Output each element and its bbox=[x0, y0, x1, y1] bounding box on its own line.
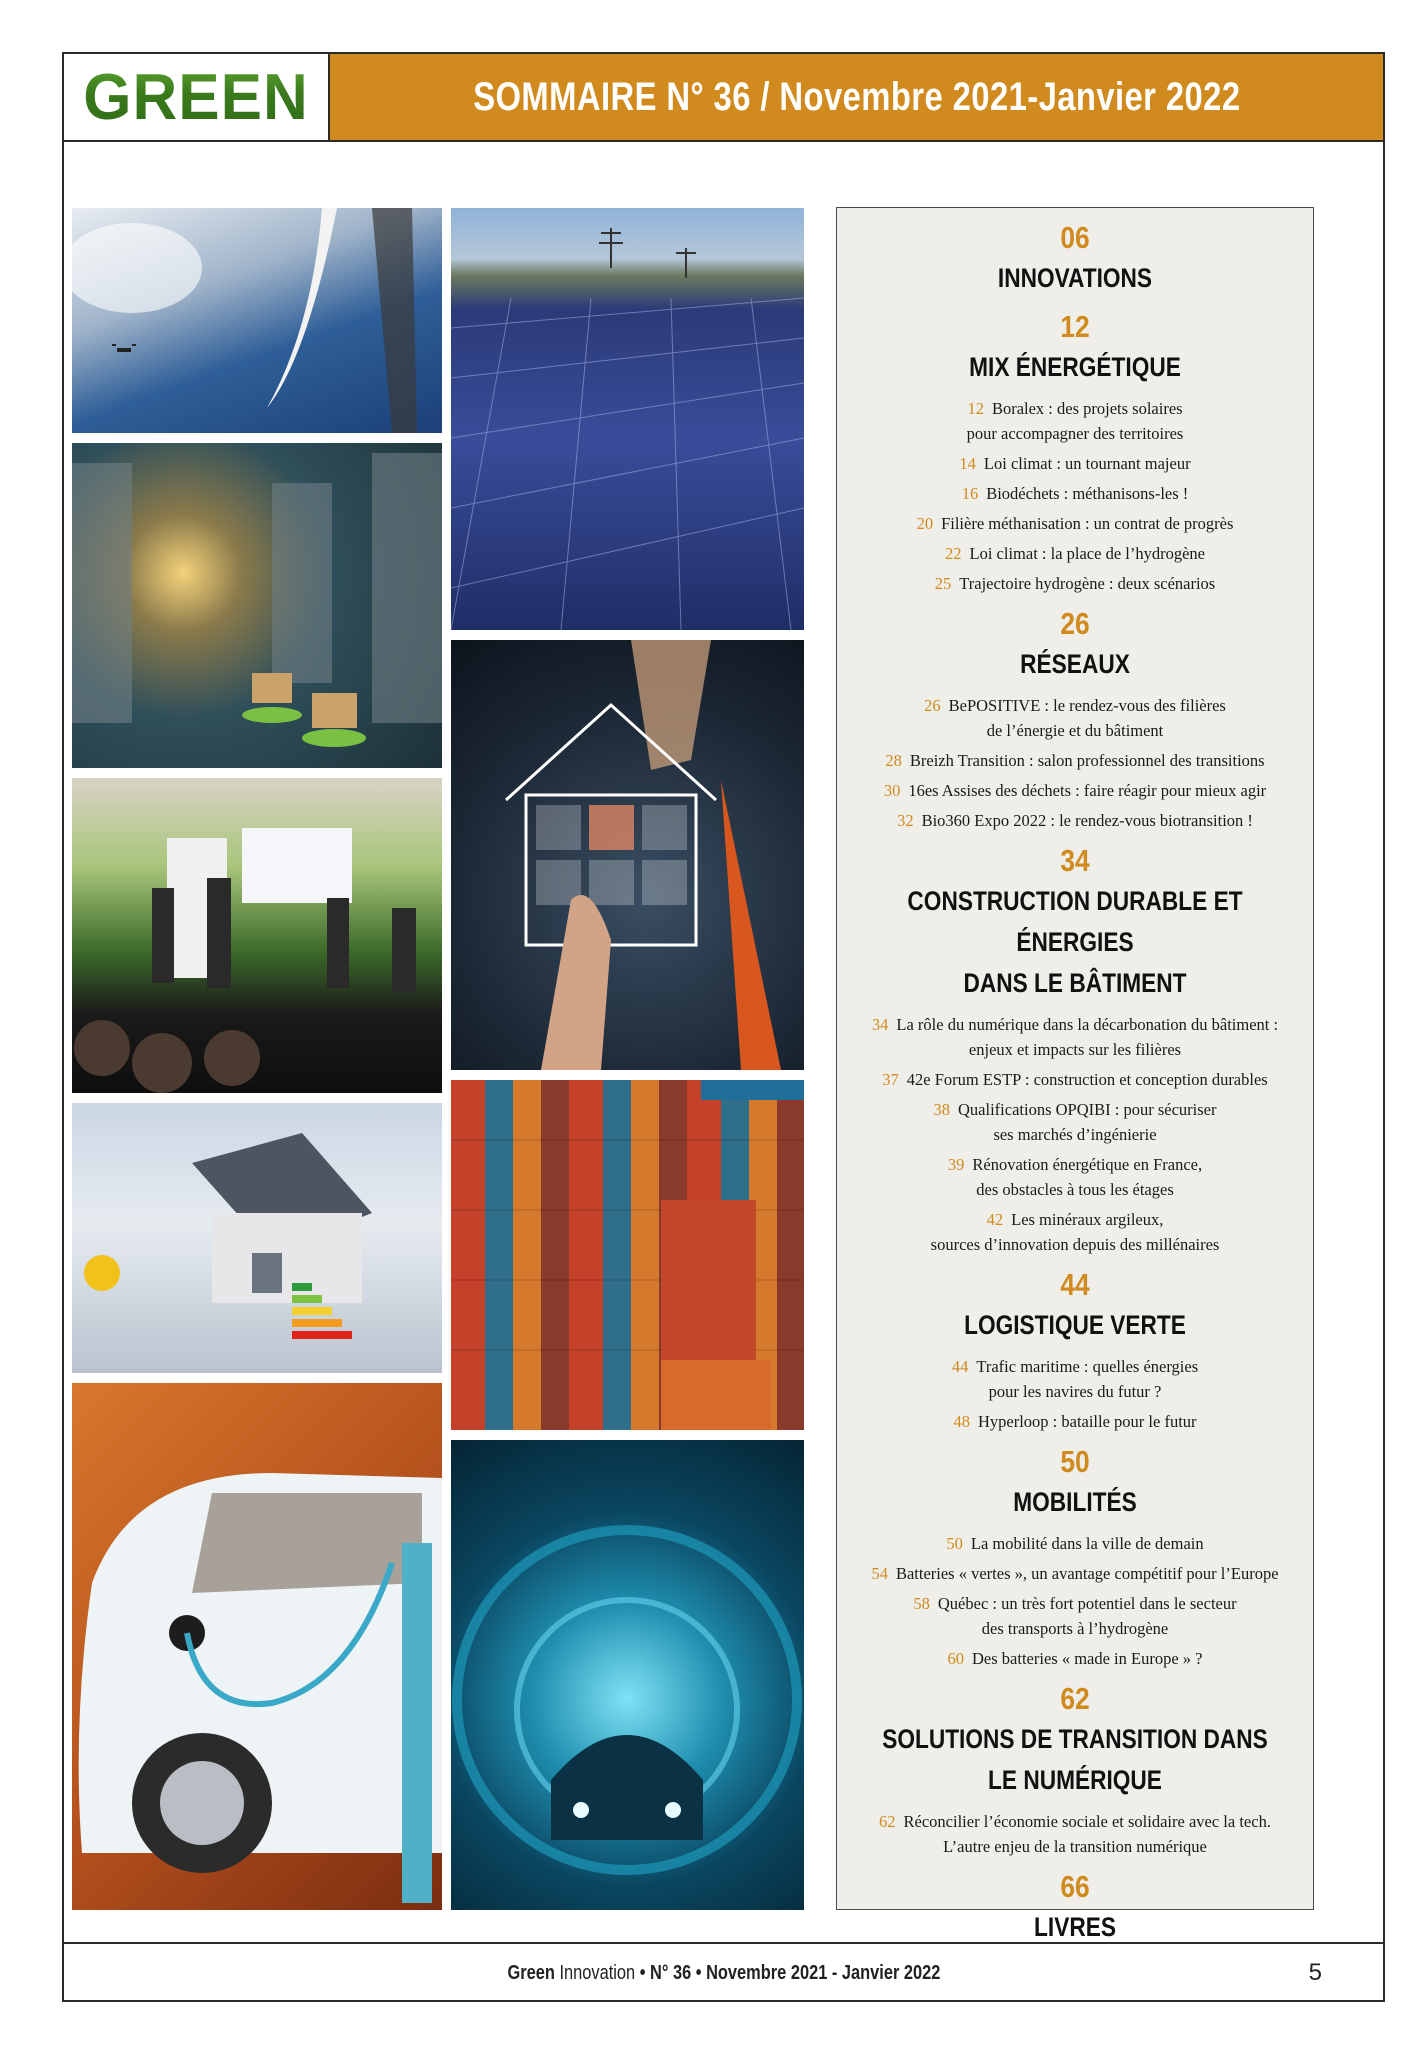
article-page-number: 58 bbox=[913, 1594, 930, 1613]
section-page-number: 66 bbox=[1060, 1869, 1090, 1904]
article-line bbox=[837, 1177, 1313, 1202]
toc-section bbox=[837, 1867, 1313, 1948]
article-page-number: 22 bbox=[945, 544, 962, 563]
article-entry[interactable] bbox=[837, 481, 1313, 506]
section-page-number: 34 bbox=[1060, 843, 1090, 878]
article-entry[interactable] bbox=[837, 1354, 1313, 1404]
header bbox=[62, 52, 1385, 142]
article-entry[interactable] bbox=[837, 541, 1313, 566]
section-page-number: 44 bbox=[1060, 1267, 1090, 1302]
article-title: pour accompagner des territoires bbox=[966, 424, 1184, 443]
article-entry[interactable] bbox=[837, 778, 1313, 803]
article-line bbox=[837, 571, 1313, 596]
article-line bbox=[837, 541, 1313, 566]
article-title: des transports à l’hydrogène bbox=[981, 1619, 1169, 1638]
article-entry[interactable] bbox=[837, 1207, 1313, 1257]
article-title: Filière méthanisation : un contrat de progrès bbox=[941, 514, 1234, 533]
article-title: Bio360 Expo 2022 : le rendez-vous biotransition ! bbox=[921, 811, 1253, 830]
conference-photo bbox=[72, 778, 442, 1093]
article-entry[interactable] bbox=[837, 1067, 1313, 1092]
section-title: LE NUMÉRIQUE bbox=[988, 1765, 1162, 1795]
article-page-number: 42 bbox=[986, 1210, 1004, 1229]
footer-brand: Green bbox=[507, 1961, 555, 1984]
table-of-contents bbox=[836, 207, 1314, 1942]
article-page-number: 50 bbox=[946, 1534, 963, 1553]
article-title: Boralex : des projets solaires bbox=[991, 399, 1183, 418]
article-line bbox=[837, 1616, 1313, 1641]
article-title: Batteries « vertes », un avantage compétitif pour l’Europe bbox=[895, 1564, 1279, 1583]
article-page-number: 30 bbox=[883, 781, 901, 800]
article-line bbox=[837, 1067, 1313, 1092]
article-title: ses marchés d’ingénierie bbox=[993, 1125, 1157, 1144]
section-title: CONSTRUCTION DURABLE ET ÉNERGIES bbox=[907, 886, 1243, 957]
toc-section bbox=[837, 1442, 1313, 1671]
section-page-number: 12 bbox=[1060, 309, 1090, 344]
smart-home-photo bbox=[451, 640, 804, 1070]
article-line bbox=[837, 1379, 1313, 1404]
article-title: La rôle du numérique dans la décarbonation du bâtiment : bbox=[896, 1015, 1279, 1034]
article-title: Loi climat : un tournant majeur bbox=[983, 454, 1191, 473]
article-line bbox=[837, 1232, 1313, 1257]
article-page-number: 44 bbox=[951, 1357, 969, 1376]
section-title: RÉSEAUX bbox=[1020, 649, 1130, 679]
article-page-number: 32 bbox=[897, 811, 914, 830]
article-title: Réconcilier l’économie sociale et solidaire avec la tech. bbox=[903, 1812, 1271, 1831]
article-title: Trafic maritime : quelles énergies bbox=[976, 1357, 1199, 1376]
page-number: 5 bbox=[1308, 1959, 1322, 1986]
section-title: DANS LE BÂTIMENT bbox=[963, 968, 1187, 998]
article-page-number: 38 bbox=[933, 1100, 951, 1119]
article-title: 16es Assises des déchets : faire réagir pour mieux agir bbox=[908, 781, 1267, 800]
article-entry[interactable] bbox=[837, 808, 1313, 833]
article-list bbox=[837, 1531, 1313, 1671]
hyperloop-photo bbox=[451, 1440, 804, 1910]
article-page-number: 16 bbox=[961, 484, 979, 503]
article-line bbox=[837, 1409, 1313, 1434]
toc-section bbox=[837, 1265, 1313, 1434]
page-title: SOMMAIRE N° 36 / Novembre 2021-Janvier 2022 bbox=[472, 74, 1241, 119]
article-line bbox=[837, 1152, 1313, 1177]
warehouse-robots-photo bbox=[72, 443, 442, 768]
article-line bbox=[837, 1097, 1313, 1122]
article-page-number: 26 bbox=[924, 696, 941, 715]
article-page-number: 20 bbox=[916, 514, 934, 533]
article-entry[interactable] bbox=[837, 1531, 1313, 1556]
house-construction-illustration bbox=[72, 1103, 442, 1373]
article-page-number: 25 bbox=[934, 574, 952, 593]
drone-sky-illustration bbox=[72, 208, 442, 433]
article-page-number: 60 bbox=[947, 1649, 965, 1668]
article-entry[interactable] bbox=[837, 511, 1313, 536]
article-line bbox=[837, 1646, 1313, 1671]
article-page-number: 37 bbox=[882, 1070, 899, 1089]
article-line bbox=[837, 481, 1313, 506]
article-title: de l’énergie et du bâtiment bbox=[986, 721, 1164, 740]
article-line bbox=[837, 1037, 1313, 1062]
section-page-number: 50 bbox=[1060, 1444, 1090, 1479]
article-line bbox=[837, 396, 1313, 421]
article-page-number: 28 bbox=[885, 751, 902, 770]
section-title: MIX ÉNERGÉTIQUE bbox=[969, 352, 1181, 382]
section-title: INNOVATIONS bbox=[997, 263, 1153, 293]
article-page-number: 14 bbox=[959, 454, 976, 473]
article-page-number: 48 bbox=[953, 1412, 970, 1431]
section-page-number: 62 bbox=[1060, 1681, 1090, 1716]
article-title: BePOSITIVE : le rendez-vous des filières bbox=[948, 696, 1226, 715]
article-entry[interactable] bbox=[837, 1097, 1313, 1147]
article-entry[interactable] bbox=[837, 1152, 1313, 1202]
article-line bbox=[837, 1531, 1313, 1556]
article-title: Rénovation énergétique en France, bbox=[972, 1155, 1203, 1174]
electric-car-illustration bbox=[72, 1383, 442, 1910]
article-entry[interactable] bbox=[837, 451, 1313, 476]
containers-illustration bbox=[451, 1080, 804, 1430]
article-line bbox=[837, 1012, 1313, 1037]
toc-section bbox=[837, 307, 1313, 596]
toc-section bbox=[837, 218, 1313, 299]
article-page-number: 12 bbox=[967, 399, 984, 418]
section-title: SOLUTIONS DE TRANSITION DANS bbox=[882, 1724, 1268, 1754]
toc-section bbox=[837, 841, 1313, 1257]
article-title: enjeux et impacts sur les filières bbox=[968, 1040, 1182, 1059]
footer-text bbox=[507, 1962, 940, 1985]
footer-issue: • N° 36 • Novembre 2021 - Janvier 2022 bbox=[639, 1961, 940, 1984]
article-line bbox=[837, 808, 1313, 833]
article-list bbox=[837, 1354, 1313, 1434]
article-title: pour les navires du futur ? bbox=[988, 1382, 1162, 1401]
green-logo: GREEN bbox=[83, 60, 309, 134]
smart-home-illustration bbox=[451, 640, 804, 1070]
article-title: L’autre enjeu de la transition numérique bbox=[943, 1837, 1207, 1856]
article-entry[interactable] bbox=[837, 571, 1313, 596]
article-title: Qualifications OPQIBI : pour sécuriser bbox=[958, 1100, 1217, 1119]
logo-box bbox=[64, 54, 330, 140]
section-page-number: 06 bbox=[1060, 220, 1090, 255]
article-list bbox=[837, 693, 1313, 833]
hyperloop-illustration bbox=[451, 1440, 804, 1910]
drone-sky-photo bbox=[72, 208, 442, 433]
article-entry[interactable] bbox=[837, 1561, 1313, 1586]
article-title: 42e Forum ESTP : construction et conception durables bbox=[906, 1070, 1268, 1089]
toc-section bbox=[837, 604, 1313, 833]
article-entry[interactable] bbox=[837, 1012, 1313, 1062]
article-page-number: 54 bbox=[871, 1564, 888, 1583]
article-title: sources d’innovation depuis des millénaires bbox=[930, 1235, 1220, 1254]
article-title: Des batteries « made in Europe » ? bbox=[972, 1649, 1203, 1668]
article-line bbox=[837, 1809, 1313, 1834]
shipping-containers-photo bbox=[451, 1080, 804, 1430]
article-title: Loi climat : la place de l’hydrogène bbox=[969, 544, 1205, 563]
article-line bbox=[837, 1354, 1313, 1379]
article-page-number: 39 bbox=[947, 1155, 965, 1174]
solar-panels-photo bbox=[451, 208, 804, 630]
solar-panels-illustration bbox=[451, 208, 804, 630]
section-title: LIVRES bbox=[1034, 1912, 1116, 1942]
article-entry[interactable] bbox=[837, 748, 1313, 773]
section-page-number: 26 bbox=[1060, 606, 1090, 641]
article-list bbox=[837, 1012, 1313, 1257]
section-title: LOGISTIQUE VERTE bbox=[964, 1310, 1186, 1340]
article-list bbox=[837, 1809, 1313, 1859]
article-title: La mobilité dans la ville de demain bbox=[970, 1534, 1204, 1553]
article-title: Trajectoire hydrogène : deux scénarios bbox=[959, 574, 1216, 593]
article-line bbox=[837, 421, 1313, 446]
footer bbox=[62, 1952, 1385, 1994]
article-title: Hyperloop : bataille pour le futur bbox=[977, 1412, 1197, 1431]
title-banner bbox=[330, 54, 1383, 140]
article-entry[interactable] bbox=[837, 396, 1313, 446]
article-list bbox=[837, 396, 1313, 596]
toc-section bbox=[837, 1679, 1313, 1859]
article-line bbox=[837, 511, 1313, 536]
section-title: MOBILITÉS bbox=[1013, 1487, 1137, 1517]
article-entry[interactable] bbox=[837, 693, 1313, 743]
article-line bbox=[837, 1207, 1313, 1232]
footer-brand-rest: Innovation bbox=[559, 1961, 635, 1984]
article-line bbox=[837, 693, 1313, 718]
article-title: Breizh Transition : salon professionnel des transitions bbox=[909, 751, 1265, 770]
warehouse-illustration bbox=[72, 443, 442, 768]
electric-car-photo bbox=[72, 1383, 442, 1910]
house-construction-photo bbox=[72, 1103, 442, 1373]
article-title: Québec : un très fort potentiel dans le secteur bbox=[937, 1594, 1237, 1613]
article-title: Les minéraux argileux, bbox=[1011, 1210, 1164, 1229]
article-line bbox=[837, 1591, 1313, 1616]
article-entry[interactable] bbox=[837, 1809, 1313, 1859]
article-title: Biodéchets : méthanisons-les ! bbox=[986, 484, 1189, 503]
article-line bbox=[837, 1122, 1313, 1147]
article-line bbox=[837, 1561, 1313, 1586]
footer-divider bbox=[62, 1942, 1385, 1944]
article-page-number: 34 bbox=[871, 1015, 889, 1034]
article-line bbox=[837, 1834, 1313, 1859]
article-page-number: 62 bbox=[879, 1812, 896, 1831]
conference-illustration bbox=[72, 778, 442, 1093]
article-entry[interactable] bbox=[837, 1646, 1313, 1671]
article-line bbox=[837, 748, 1313, 773]
article-line bbox=[837, 778, 1313, 803]
article-entry[interactable] bbox=[837, 1591, 1313, 1641]
article-title: des obstacles à tous les étages bbox=[976, 1180, 1174, 1199]
article-entry[interactable] bbox=[837, 1409, 1313, 1434]
article-line bbox=[837, 718, 1313, 743]
article-line bbox=[837, 451, 1313, 476]
